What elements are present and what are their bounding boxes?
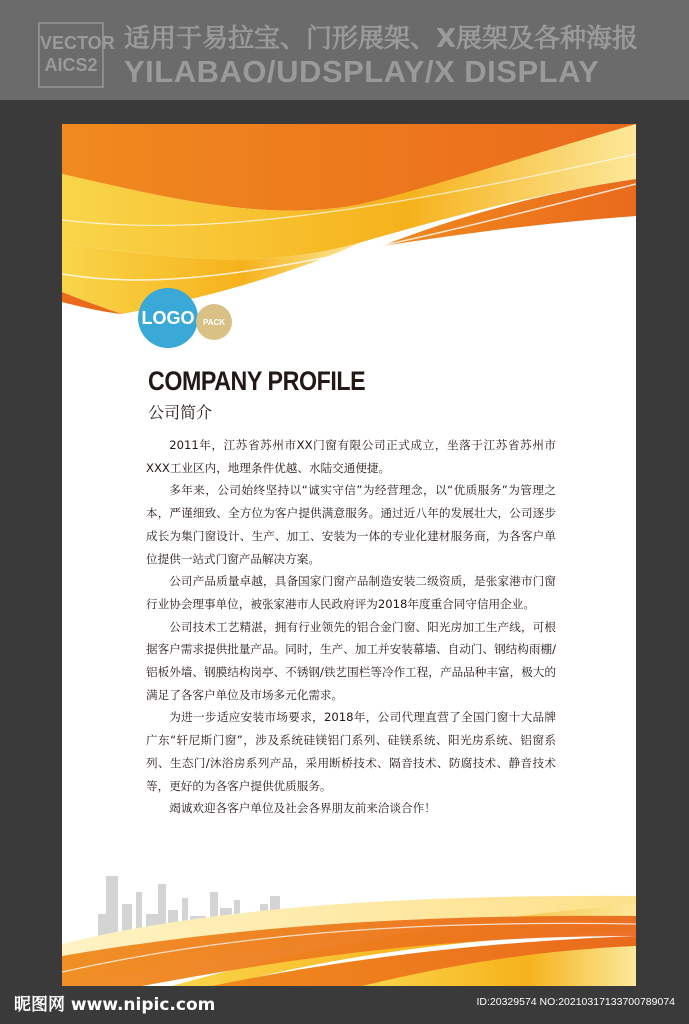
paragraph: 公司技术工艺精湛，拥有行业领先的铝合金门窗、阳光房加工生产线，可根据客户需求提供批量产品。同时，生产、加工并安装幕墙、自动门、钢结构雨棚/铝板外墙、钢膜结构岗亭、不锈钢/铁艺围栏等冷作工程，产品品种丰富，极大的满足了各客户单位及市场多元化需求。 [146,619,556,702]
header-title-en: YILABAO/UDSPLAY/X DISPLAY [124,54,600,89]
profile-title: COMPANY PROFILE [148,366,366,396]
logo-circle: LOGO [138,288,198,348]
watermark-id: ID:20329574 NO:20210317133700789074 [476,996,675,1008]
paragraph: 为进一步适应安装市场要求，2018年，公司代理直营了全国门窗十大品牌广东“轩尼斯门窗”，涉及系统硅镁铝门系列、硅镁系统、阳光房系统、铝窗系列、生态门/沐浴房系列产品，采用断桥技术、隔音技术、防腐技术、静音技术等，更好的为各客户提供优质服务。 [146,710,556,793]
paragraph: 多年来，公司始终坚持以“诚实守信”为经营理念，以“优质服务”为管理之本，严谨细致、全方位为客户提供满意服务。通过近八年的发展壮大，公司逐步成长为集门窗设计、生产、加工、安装为一体的专业化建材服务商，为各客户单位提供一站式门窗产品解决方案。 [146,483,556,566]
badge-line2: AICS2 [44,55,98,75]
badge-line1: VECTOR [40,33,115,53]
header-title-cn: 适用于易拉宝、门形展架、X展架及各种海报 [124,24,639,54]
profile-subtitle: 公司简介 [148,403,213,422]
paragraph: 2011年，江苏省苏州市XX门窗有限公司正式成立，坐落于江苏省苏州市XXX工业区内，地理条件优越、水陆交通便捷。 [146,438,556,475]
paragraph: 公司产品质量卓越，具备国家门窗产品制造安装二级资质，是张家港市门窗行业协会理事单位，被张家港市人民政府评为2018年度重合同守信用企业。 [146,574,556,611]
profile-body [146,434,556,820]
poster [62,124,636,986]
watermark-site: 昵图网 www.nipic.com [14,995,216,1015]
top-banner [0,0,689,100]
logo-pack-circle: PACK [196,304,232,340]
paragraph: 竭诚欢迎各客户单位及社会各界朋友前来洽谈合作！ [169,801,436,816]
vector-badge [38,22,115,88]
bottom-wave [62,896,636,986]
top-wave [62,124,636,314]
